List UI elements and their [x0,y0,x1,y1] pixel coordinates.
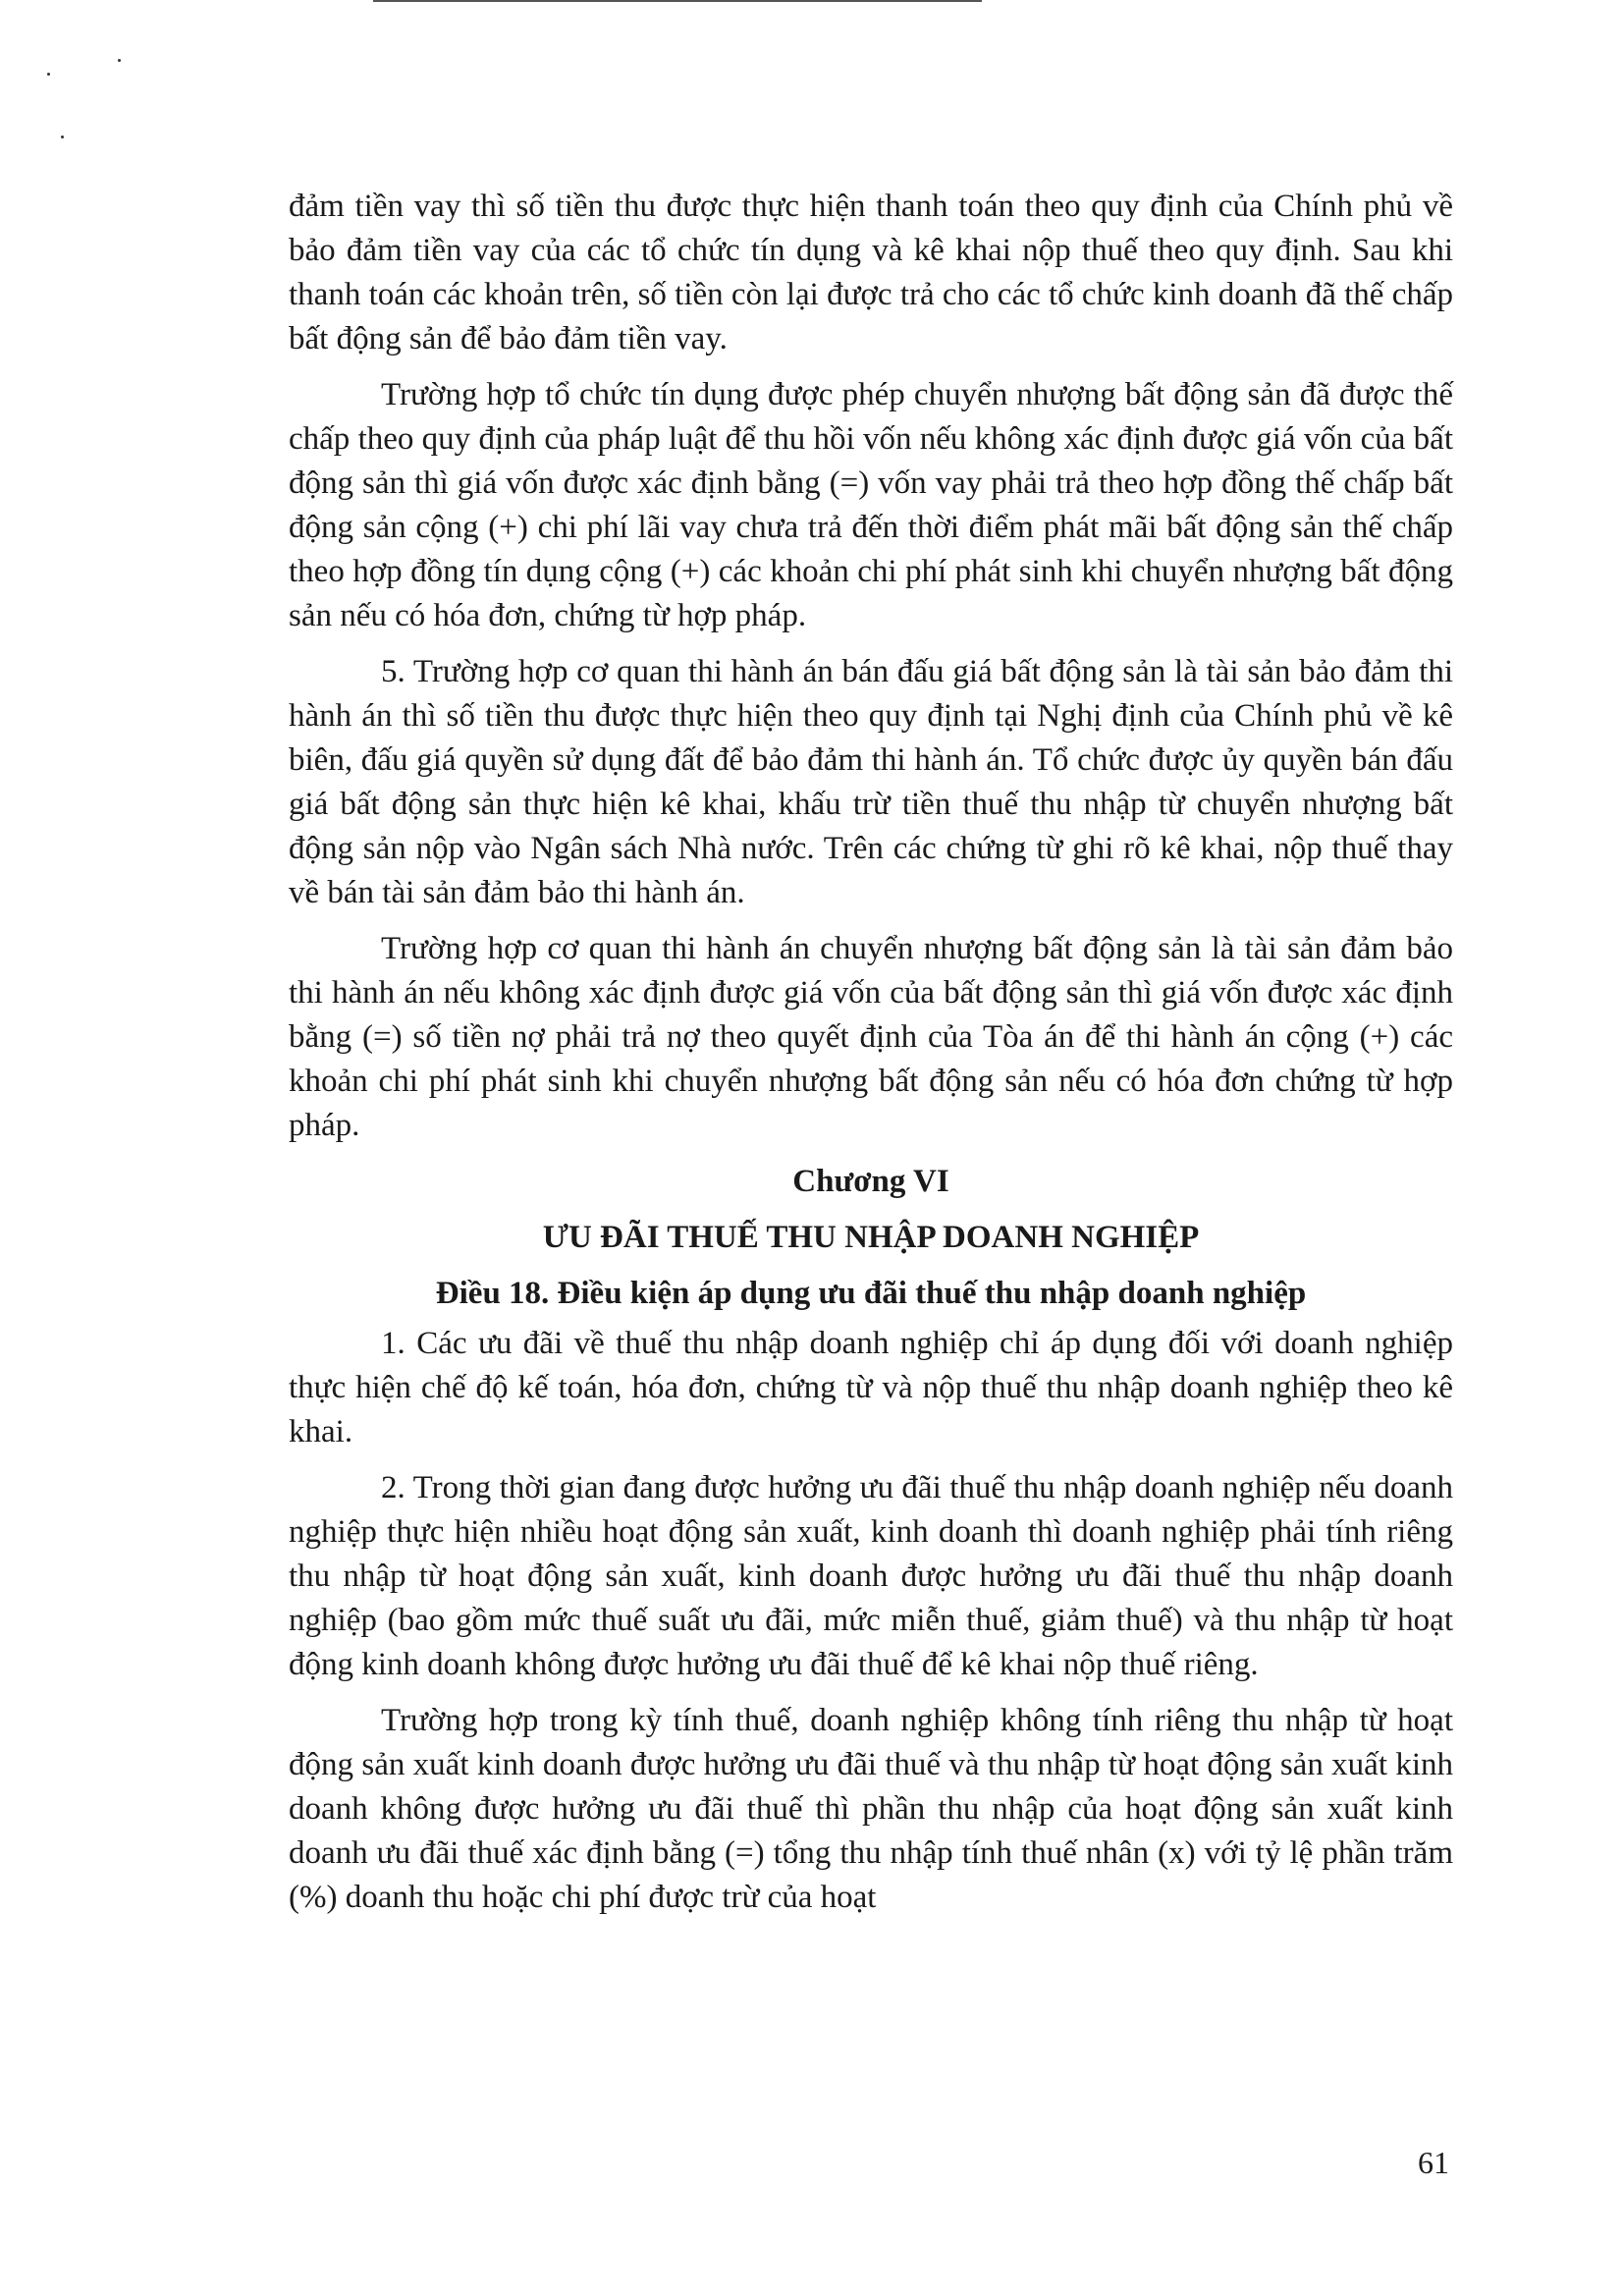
paragraph-enforcement-agency-case: Trường hợp cơ quan thi hành án chuyển nhượng bất động sản là tài sản đảm bảo thi hành án nếu không xác định được giá vốn của bất động sản thì giá vốn được xác định bằng (=) số tiền nợ phải trả nợ theo quyết định của Tòa án để thi hành án cộng (+) các khoản chi phí phát sinh khi chuyển nhượng bất động sản nếu có hóa đơn chứng từ hợp pháp. [289,931,1453,1143]
paragraph-item-5: 5. Trường hợp cơ quan thi hành án bán đấu giá bất động sản là tài sản bảo đảm thi hành án thì số tiền thu được thực hiện theo quy định tại Nghị định của Chính phủ về kê biên, đấu giá quyền sử dụng đất để bảo đảm thi hành án. Tổ chức được ủy quyền bán đấu giá bất động sản thực hiện kê khai, khấu trừ tiền thuế thu nhập từ chuyển nhượng bất động sản nộp vào Ngân sách Nhà nước. Trên các chứng từ ghi rõ kê khai, nộp thuế thay về bán tài sản đảm bảo thi hành án. [289,654,1453,910]
page-number: 61 [1418,2145,1449,2180]
chapter-title: ƯU ĐÃI THUẾ THU NHẬP DOANH NGHIỆP [542,1220,1200,1255]
paragraph-tax-period-case: Trường hợp trong kỳ tính thuế, doanh nghiệp không tính riêng thu nhập từ hoạt động sản xuất kinh doanh được hưởng ưu đãi thuế và thu nhập từ hoạt động sản xuất kinh doanh không được hưởng ưu đãi thuế thì phần thu nhập của hoạt động sản xuất kinh doanh ưu đãi thuế xác định bằng (=) tổng thu nhập tính thuế nhân (x) với tỷ lệ phần trăm (%) doanh thu hoặc chi phí được trừ của hoạt [289,1703,1453,1915]
paragraph-item-2: 2. Trong thời gian đang được hưởng ưu đãi thuế thu nhập doanh nghiệp nếu doanh nghiệp thực hiện nhiều hoạt động sản xuất, kinh doanh thì doanh nghiệp phải tính riêng thu nhập từ hoạt động sản xuất, kinh doanh được hưởng ưu đãi thuế thu nhập doanh nghiệp (bao gồm mức thuế suất ưu đãi, mức miễn thuế, giảm thuế) và thu nhập từ hoạt động kinh doanh không được hưởng ưu đãi thuế để kê khai nộp thuế riêng. [289,1470,1453,1682]
scan-speck [61,136,64,138]
chapter-number: Chương VI [792,1164,949,1199]
scan-speck [47,73,50,76]
scan-speck [118,59,121,62]
paragraph-item-1: 1. Các ưu đãi về thuế thu nhập doanh nghiệp chỉ áp dụng đối với doanh nghiệp thực hiện chế độ kế toán, hóa đơn, chứng từ và nộp thuế thu nhập doanh nghiệp theo kê khai. [289,1326,1453,1449]
article-title: Điều 18. Điều kiện áp dụng ưu đãi thuế thu nhập doanh nghiệp [435,1276,1307,1311]
paragraph-credit-institution-case: Trường hợp tổ chức tín dụng được phép chuyển nhượng bất động sản đã được thế chấp theo quy định của pháp luật để thu hồi vốn nếu không xác định được giá vốn của bất động sản thì giá vốn được xác định bằng (=) vốn vay phải trả theo hợp đồng thế chấp bất động sản cộng (+) chi phí lãi vay chưa trả đến thời điểm phát mãi bất động sản thế chấp theo hợp đồng tín dụng cộng (+) các khoản chi phí phát sinh khi chuyển nhượng bất động sản nếu có hóa đơn, chứng từ hợp pháp. [289,377,1453,633]
scan-top-edge [373,0,982,2]
document-body [289,185,1453,1932]
paragraph-continuation: đảm tiền vay thì số tiền thu được thực hiện thanh toán theo quy định của Chính phủ về bảo đảm tiền vay của các tổ chức tín dụng và kê khai nộp thuế theo quy định. Sau khi thanh toán các khoản trên, số tiền còn lại được trả cho các tổ chức kinh doanh đã thế chấp bất động sản để bảo đảm tiền vay. [289,189,1453,356]
